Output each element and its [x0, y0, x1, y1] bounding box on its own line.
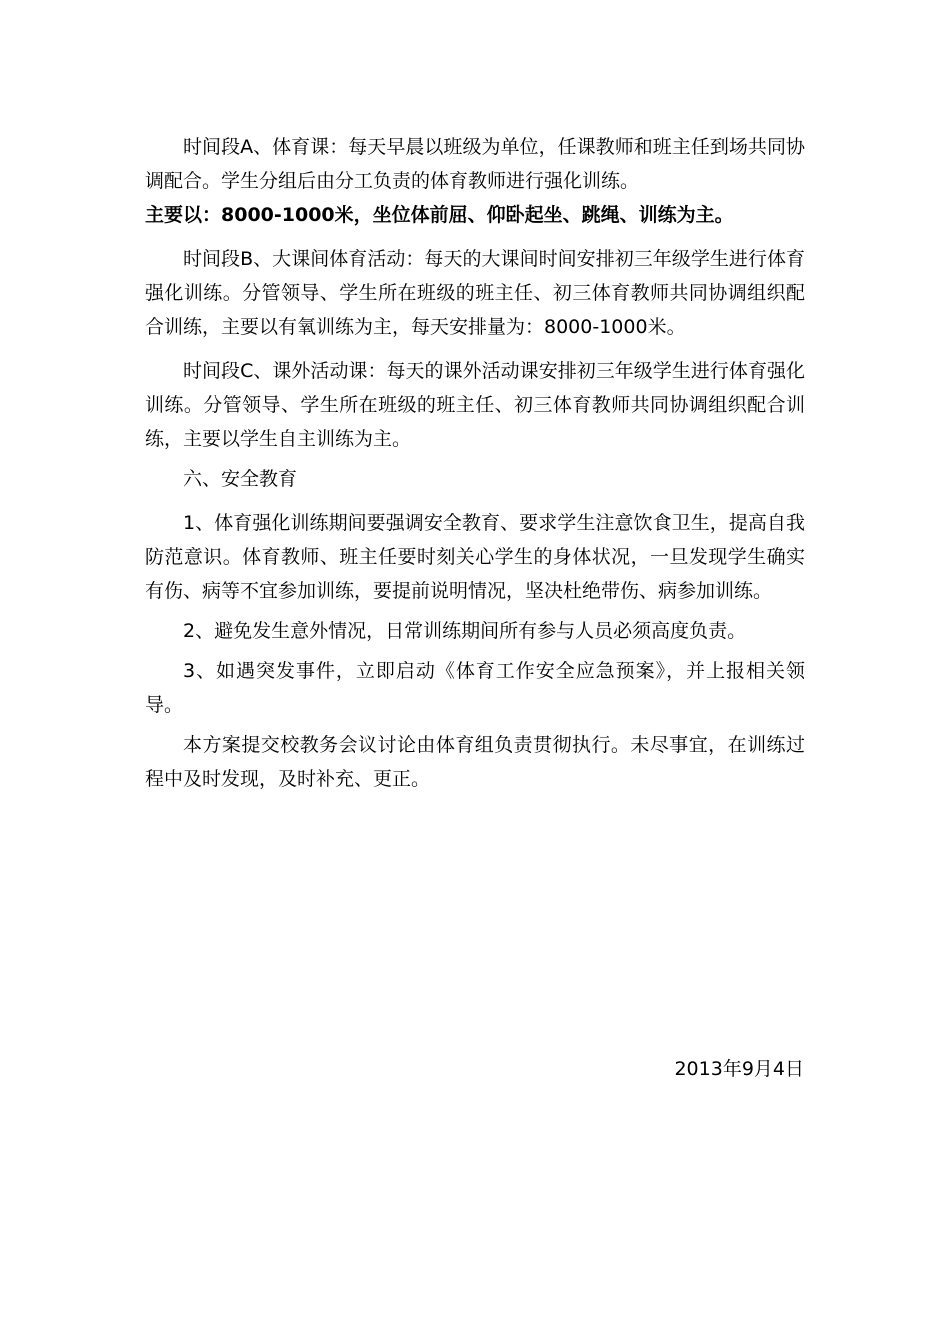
document-date: 2013年9月4日	[674, 1058, 804, 1080]
section-heading-safety: 六、安全教育	[183, 468, 298, 490]
paragraph-time-slot-a: 时间段A、体育课：每天早晨以班级为单位，任课教师和班主任到场共同协调配合。学生分组后由分工负责的体育教师进行强化训练。	[145, 136, 805, 192]
paragraph-time-slot-a-emphasis: 主要以：8000-1000米，坐位体前屈、仰卧起坐、跳绳、训练为主。	[145, 204, 734, 226]
safety-item-1: 1、体育强化训练期间要强调安全教育、要求学生注意饮食卫生，提高自我防范意识。体育教师、班主任要时刻关心学生的身体状况，一旦发现学生确实有伤、病等不宜参加训练，要提前说明情况，坚决杜绝带伤、病参加训练。	[145, 512, 805, 602]
safety-item-2: 2、避免发生意外情况，日常训练期间所有参与人员必须高度负责。	[183, 620, 747, 642]
safety-item-3: 3、如遇突发事件，立即启动《体育工作安全应急预案》，并上报相关领导。	[145, 660, 805, 716]
paragraph-time-slot-c: 时间段C、课外活动课：每天的课外活动课安排初三年级学生进行体育强化训练。分管领导、学生所在班级的班主任、初三体育教师共同协调组织配合训练，主要以学生自主训练为主。	[145, 360, 805, 450]
document-body	[145, 130, 805, 796]
paragraph-time-slot-b: 时间段B、大课间体育活动：每天的大课间时间安排初三年级学生进行体育强化训练。分管领导、学生所在班级的班主任、初三体育教师共同协调组织配合训练，主要以有氧训练为主，每天安排量为：8000-1000米。	[145, 248, 805, 338]
closing-paragraph: 本方案提交校教务会议讨论由体育组负责贯彻执行。未尽事宜，在训练过程中及时发现，及时补充、更正。	[145, 734, 805, 790]
